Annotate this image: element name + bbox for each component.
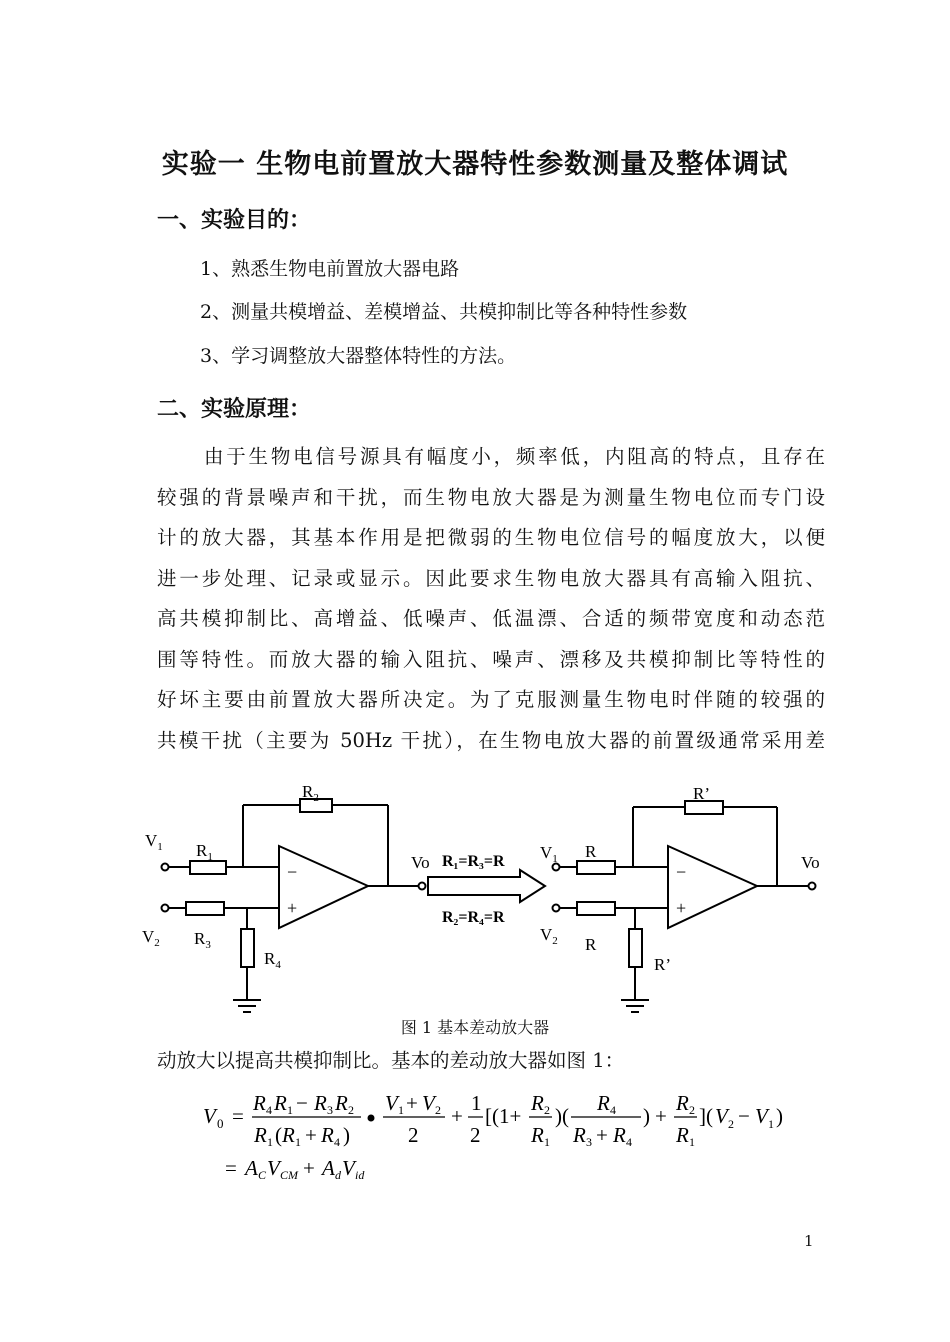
svg-text:R: R [531, 1091, 544, 1115]
svg-text:=: = [225, 1156, 237, 1180]
label-r-prime-feedback: R’ [693, 784, 710, 803]
svg-text:id: id [355, 1168, 365, 1182]
label-v2: $V_2$ [142, 927, 160, 949]
paragraph-line: 计的放大器，其基本作用是把微弱的生物电位信号的幅度放大，以便 [157, 526, 825, 549]
equation-r1-r3: R₁=R₃=R [442, 853, 505, 870]
minus-sign: − [287, 862, 298, 882]
label-r4: $R_4$ [264, 949, 281, 971]
arrow-icon [428, 870, 545, 902]
resistor-r-in1 [577, 861, 615, 874]
svg-text:R: R [321, 1123, 334, 1147]
resistor-r3 [186, 902, 224, 915]
label-vo-right: Vo [801, 853, 820, 872]
section-heading-principle: 二、实验原理： [157, 396, 312, 422]
svg-text:(: ( [275, 1123, 282, 1147]
svg-text:A: A [245, 1156, 258, 1180]
svg-text:+: + [406, 1091, 418, 1115]
paragraph-line: 好坏主要由前置放大器所决定。为了克服测量生物电时伴随的较强的 [157, 688, 825, 711]
svg-text:V: V [203, 1104, 216, 1128]
svg-text:R: R [274, 1091, 287, 1115]
svg-text:R: R [335, 1091, 348, 1115]
svg-text:V: V [342, 1156, 355, 1180]
svg-text:V: V [715, 1104, 728, 1128]
svg-text:R: R [597, 1091, 610, 1115]
label-v1: $V_1$ [145, 831, 163, 853]
paragraph-line: 动放大以提高共模抑制比。基本的差动放大器如图 1： [157, 1049, 625, 1072]
paragraph-line: 由于生物电信号源具有幅度小，频率低，内阻高的特点，且存在 [204, 445, 825, 468]
svg-text:2: 2 [348, 1103, 354, 1117]
page-title: 实验一 生物电前置放大器特性参数测量及整体调试 [161, 149, 789, 180]
paragraph-line: 高共模抑制比、高增益、低噪声、低温漂、合适的频带宽度和动态范 [157, 607, 825, 630]
svg-text:V: V [267, 1156, 280, 1180]
svg-text:A: A [322, 1156, 335, 1180]
svg-text:1: 1 [768, 1117, 774, 1131]
svg-text:0: 0 [217, 1116, 224, 1131]
svg-text:1: 1 [267, 1135, 273, 1149]
paragraph-line: 进一步处理、记录或显示。因此要求生物电放大器具有高输入阻抗、 [157, 566, 825, 590]
svg-text:V: V [385, 1091, 398, 1115]
svg-text:2: 2 [435, 1103, 441, 1117]
svg-text:+: + [305, 1123, 317, 1147]
differential-gain-equation [195, 1082, 795, 1187]
svg-text:3: 3 [327, 1103, 333, 1117]
label-vo-left: Vo [411, 853, 430, 872]
objective-item: 1、熟悉生物电前置放大器电路 [200, 258, 460, 280]
plus-sign: + [676, 898, 687, 918]
minus-sign: − [676, 862, 687, 882]
svg-text:+: + [451, 1104, 463, 1128]
svg-text:−: − [296, 1091, 308, 1115]
svg-text:4: 4 [266, 1103, 272, 1117]
objective-item: 3、学习调整放大器整体特性的方法。 [200, 345, 517, 367]
label-r-in1: R [585, 842, 597, 861]
svg-text:R: R [531, 1123, 544, 1147]
resistor-r-in2 [577, 902, 615, 915]
resistor-r-prime-ground [629, 929, 642, 967]
svg-text:R: R [253, 1091, 266, 1115]
svg-text:2: 2 [728, 1117, 734, 1131]
label-r3: $R_3$ [194, 929, 211, 951]
svg-text:](: ]( [699, 1104, 713, 1128]
svg-text:R: R [676, 1123, 689, 1147]
svg-text:V: V [422, 1091, 435, 1115]
svg-text:R: R [613, 1123, 626, 1147]
svg-text:1: 1 [471, 1091, 482, 1115]
svg-text:1: 1 [295, 1135, 301, 1149]
svg-text:−: − [738, 1104, 750, 1128]
resistor-r4 [241, 929, 254, 967]
label-r1: $R_1$ [196, 841, 213, 863]
differential-amplifier-figure [0, 770, 950, 1015]
section-heading-objectives: 一、实验目的： [157, 207, 312, 233]
svg-text:V: V [755, 1104, 768, 1128]
svg-text:)(: )( [555, 1104, 569, 1128]
svg-text:C: C [258, 1168, 267, 1182]
svg-text:CM: CM [280, 1168, 298, 1182]
paragraph-line: 共模干扰（主要为 50Hz 干扰），在生物电放大器的前置级通常采用差 [157, 728, 825, 752]
svg-text:+: + [596, 1123, 608, 1147]
svg-text:R: R [282, 1123, 295, 1147]
paragraph-line: 围等特性。而放大器的输入阻抗、噪声、漂移及共模抑制比等特性的 [157, 647, 825, 671]
objective-item: 2、测量共模增益、差模增益、共模抑制比等各种特性参数 [200, 301, 688, 323]
label-r-prime-ground: R’ [654, 955, 671, 974]
figure-caption: 图 1 基本差动放大器 [400, 1018, 550, 1037]
paragraph-line: 较强的背景噪声和干扰，而生物电放大器是为测量生物电位而专门设 [157, 485, 825, 509]
page-number: 1 [804, 1232, 814, 1250]
svg-text:1: 1 [544, 1135, 550, 1149]
principle-paragraph [157, 437, 825, 761]
svg-text:): ) [643, 1104, 650, 1128]
svg-text:4: 4 [610, 1103, 616, 1117]
svg-text:=: = [232, 1104, 244, 1128]
plus-sign: + [287, 898, 298, 918]
svg-text:2: 2 [408, 1123, 419, 1147]
svg-text:1: 1 [398, 1103, 404, 1117]
svg-text:3: 3 [586, 1135, 592, 1149]
svg-text:1: 1 [689, 1135, 695, 1149]
svg-text:R: R [254, 1123, 267, 1147]
svg-text:+: + [655, 1104, 667, 1128]
svg-text:1: 1 [287, 1103, 293, 1117]
label-v2-right: $V_2$ [540, 925, 558, 947]
svg-text:2: 2 [470, 1123, 481, 1147]
label-v1-right: $V_1$ [540, 843, 558, 865]
svg-text:4: 4 [334, 1135, 340, 1149]
svg-text:R: R [314, 1091, 327, 1115]
svg-text:2: 2 [544, 1103, 550, 1117]
svg-text:): ) [343, 1123, 350, 1147]
svg-text:[(1+: [(1+ [485, 1104, 522, 1128]
label-r2: $R_2$ [302, 782, 319, 804]
svg-text:2: 2 [689, 1103, 695, 1117]
svg-text:R: R [676, 1091, 689, 1115]
svg-text:R: R [573, 1123, 586, 1147]
equation-r2-r4: R₂=R₄=R [442, 909, 505, 926]
label-r-in2: R [585, 935, 597, 954]
svg-text:d: d [335, 1168, 341, 1182]
svg-text:4: 4 [626, 1135, 632, 1149]
svg-text:): ) [776, 1104, 783, 1128]
svg-text:+: + [303, 1156, 315, 1180]
